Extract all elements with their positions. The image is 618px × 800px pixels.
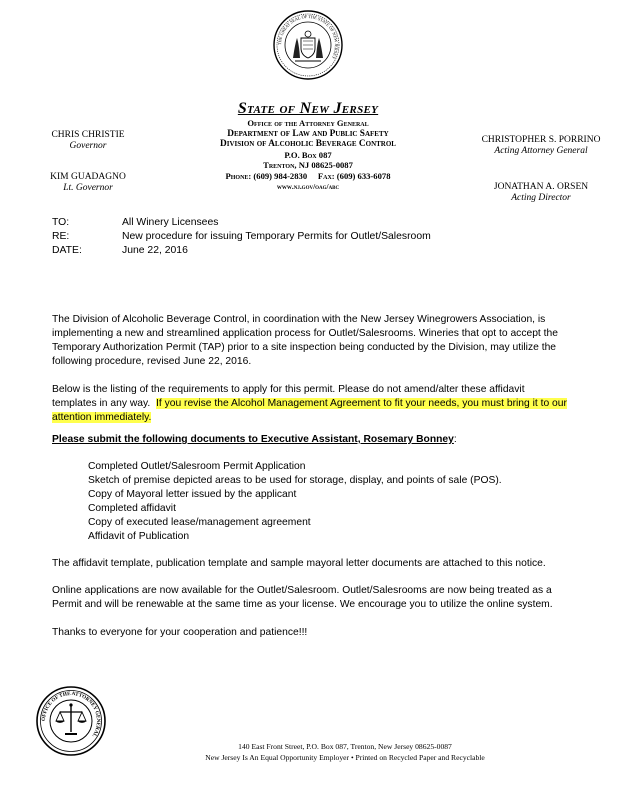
letterhead-office: Office of the Attorney General — [247, 118, 369, 128]
requirements-paragraph — [52, 383, 572, 425]
seal-bottom-text: OFFICE OF THE ATTORNEY GENERAL — [40, 690, 102, 738]
thanks-paragraph: Thanks to everyone for your cooperation and patience!!! — [52, 627, 308, 638]
online-paragraph — [52, 584, 572, 612]
highlighted-warning: attention immediately. — [52, 412, 152, 423]
letterhead-city: Trenton, NJ 08625-0087 — [263, 160, 353, 171]
official-title: Lt. Governor — [63, 183, 113, 193]
official-title: Governor — [69, 141, 107, 151]
letterhead-website[interactable]: www.nj.gov/oag/abc — [276, 181, 340, 191]
intro-paragraph — [52, 313, 572, 369]
list-item: Completed affidavit — [88, 502, 176, 514]
list-item: Copy of executed lease/management agreement — [88, 516, 311, 528]
seal-top-text: THE GREAT SEAL OF THE STATE OF NEW JERSEY — [276, 13, 340, 60]
submit-heading — [52, 433, 572, 447]
letterhead-division: Division of Alcoholic Beverage Control — [220, 139, 396, 150]
paragraph-text: templates in any way. — [52, 398, 156, 409]
paragraph-line: Below is the listing of the requirements to apply for this permit. Please do not amend/alter these affidavit — [52, 384, 525, 395]
letterhead — [170, 100, 446, 192]
paragraph-line: Permit and will be renewable at the same time as your license. We encourage you to utilize the online system. — [52, 599, 553, 610]
memo-re-value: New procedure for issuing Temporary Permits for Outlet/Salesroom — [122, 231, 431, 242]
footer — [130, 741, 560, 763]
paragraph-line: implementing a new and streamlined application process for Outlet/Salesrooms. Wineries that opt to accept the — [52, 328, 558, 339]
official-name: KIM GUADAGNO — [50, 172, 126, 182]
official-title: Acting Director — [511, 193, 571, 203]
paragraph-line — [52, 397, 572, 411]
paragraph-line: Online applications are now available for the Outlet/Salesroom. Outlet/Salesrooms are now being treated as a — [52, 585, 552, 596]
lt-governor-block — [38, 172, 138, 194]
list-item: Sketch of premise depicted areas to be used for storage, display, and points of sale (POS). — [88, 474, 502, 486]
memo-to-label: TO: — [52, 217, 70, 228]
memo-date — [52, 244, 188, 258]
letterhead-department: Department of Law and Public Safety — [227, 128, 389, 139]
documents-list — [88, 460, 568, 543]
list-item: Completed Outlet/Salesroom Permit Application — [88, 461, 306, 472]
governor-block — [38, 130, 138, 152]
official-name: CHRISTOPHER S. PORRINO — [481, 135, 601, 145]
letterhead-pobox: P.O. Box 087 — [284, 149, 332, 160]
submit-heading-colon: : — [453, 434, 457, 445]
memo-date-label: DATE: — [52, 245, 82, 256]
highlighted-warning: If you revise the Alcohol Management Agreement to fit your needs, you must bring it to our — [155, 398, 567, 409]
memo-date-value: June 22, 2016 — [122, 245, 188, 256]
memo-to-value: All Winery Licensees — [122, 217, 219, 228]
submit-heading-text: Please submit the following documents to Executive Assistant, Rosemary Bonney — [52, 434, 454, 445]
footer-notice: New Jersey Is An Equal Opportunity Employer • Printed on Recycled Paper and Recyclable — [205, 753, 485, 762]
letterhead-phone-fax: Phone: (609) 984-2830 Fax: (609) 633-6078 — [225, 170, 391, 181]
attorney-general-block — [466, 135, 616, 157]
state-seal — [273, 10, 343, 80]
paragraph-line: following procedure, revised June 22, 2016. — [52, 356, 252, 367]
paragraph-line: The Division of Alcoholic Beverage Control, in coordination with the New Jersey Winegrowers Association, is — [52, 314, 546, 325]
list-item: Copy of Mayoral letter issued by the applicant — [88, 488, 297, 500]
director-block — [466, 182, 616, 204]
footer-address: 140 East Front Street, P.O. Box 087, Trenton, New Jersey 08625-0087 — [238, 742, 452, 751]
official-name: CHRIS CHRISTIE — [51, 130, 125, 140]
attorney-general-seal — [36, 686, 106, 756]
paragraph-line — [52, 411, 572, 425]
letterhead-state: State of New Jersey — [237, 100, 379, 117]
attachments-paragraph: The affidavit template, publication template and sample mayoral letter documents are attached to this notice. — [52, 558, 546, 569]
official-name: JONATHAN A. ORSEN — [493, 182, 589, 192]
memo-re-label: RE: — [52, 231, 70, 242]
paragraph-line: Temporary Authorization Permit (TAP) prior to a site inspection being conducted by the Division, may utilize the — [52, 342, 557, 353]
memo-to — [52, 216, 218, 230]
official-title: Acting Attorney General — [494, 146, 588, 156]
list-item: Affidavit of Publication — [88, 530, 190, 542]
memo-re — [52, 230, 431, 244]
